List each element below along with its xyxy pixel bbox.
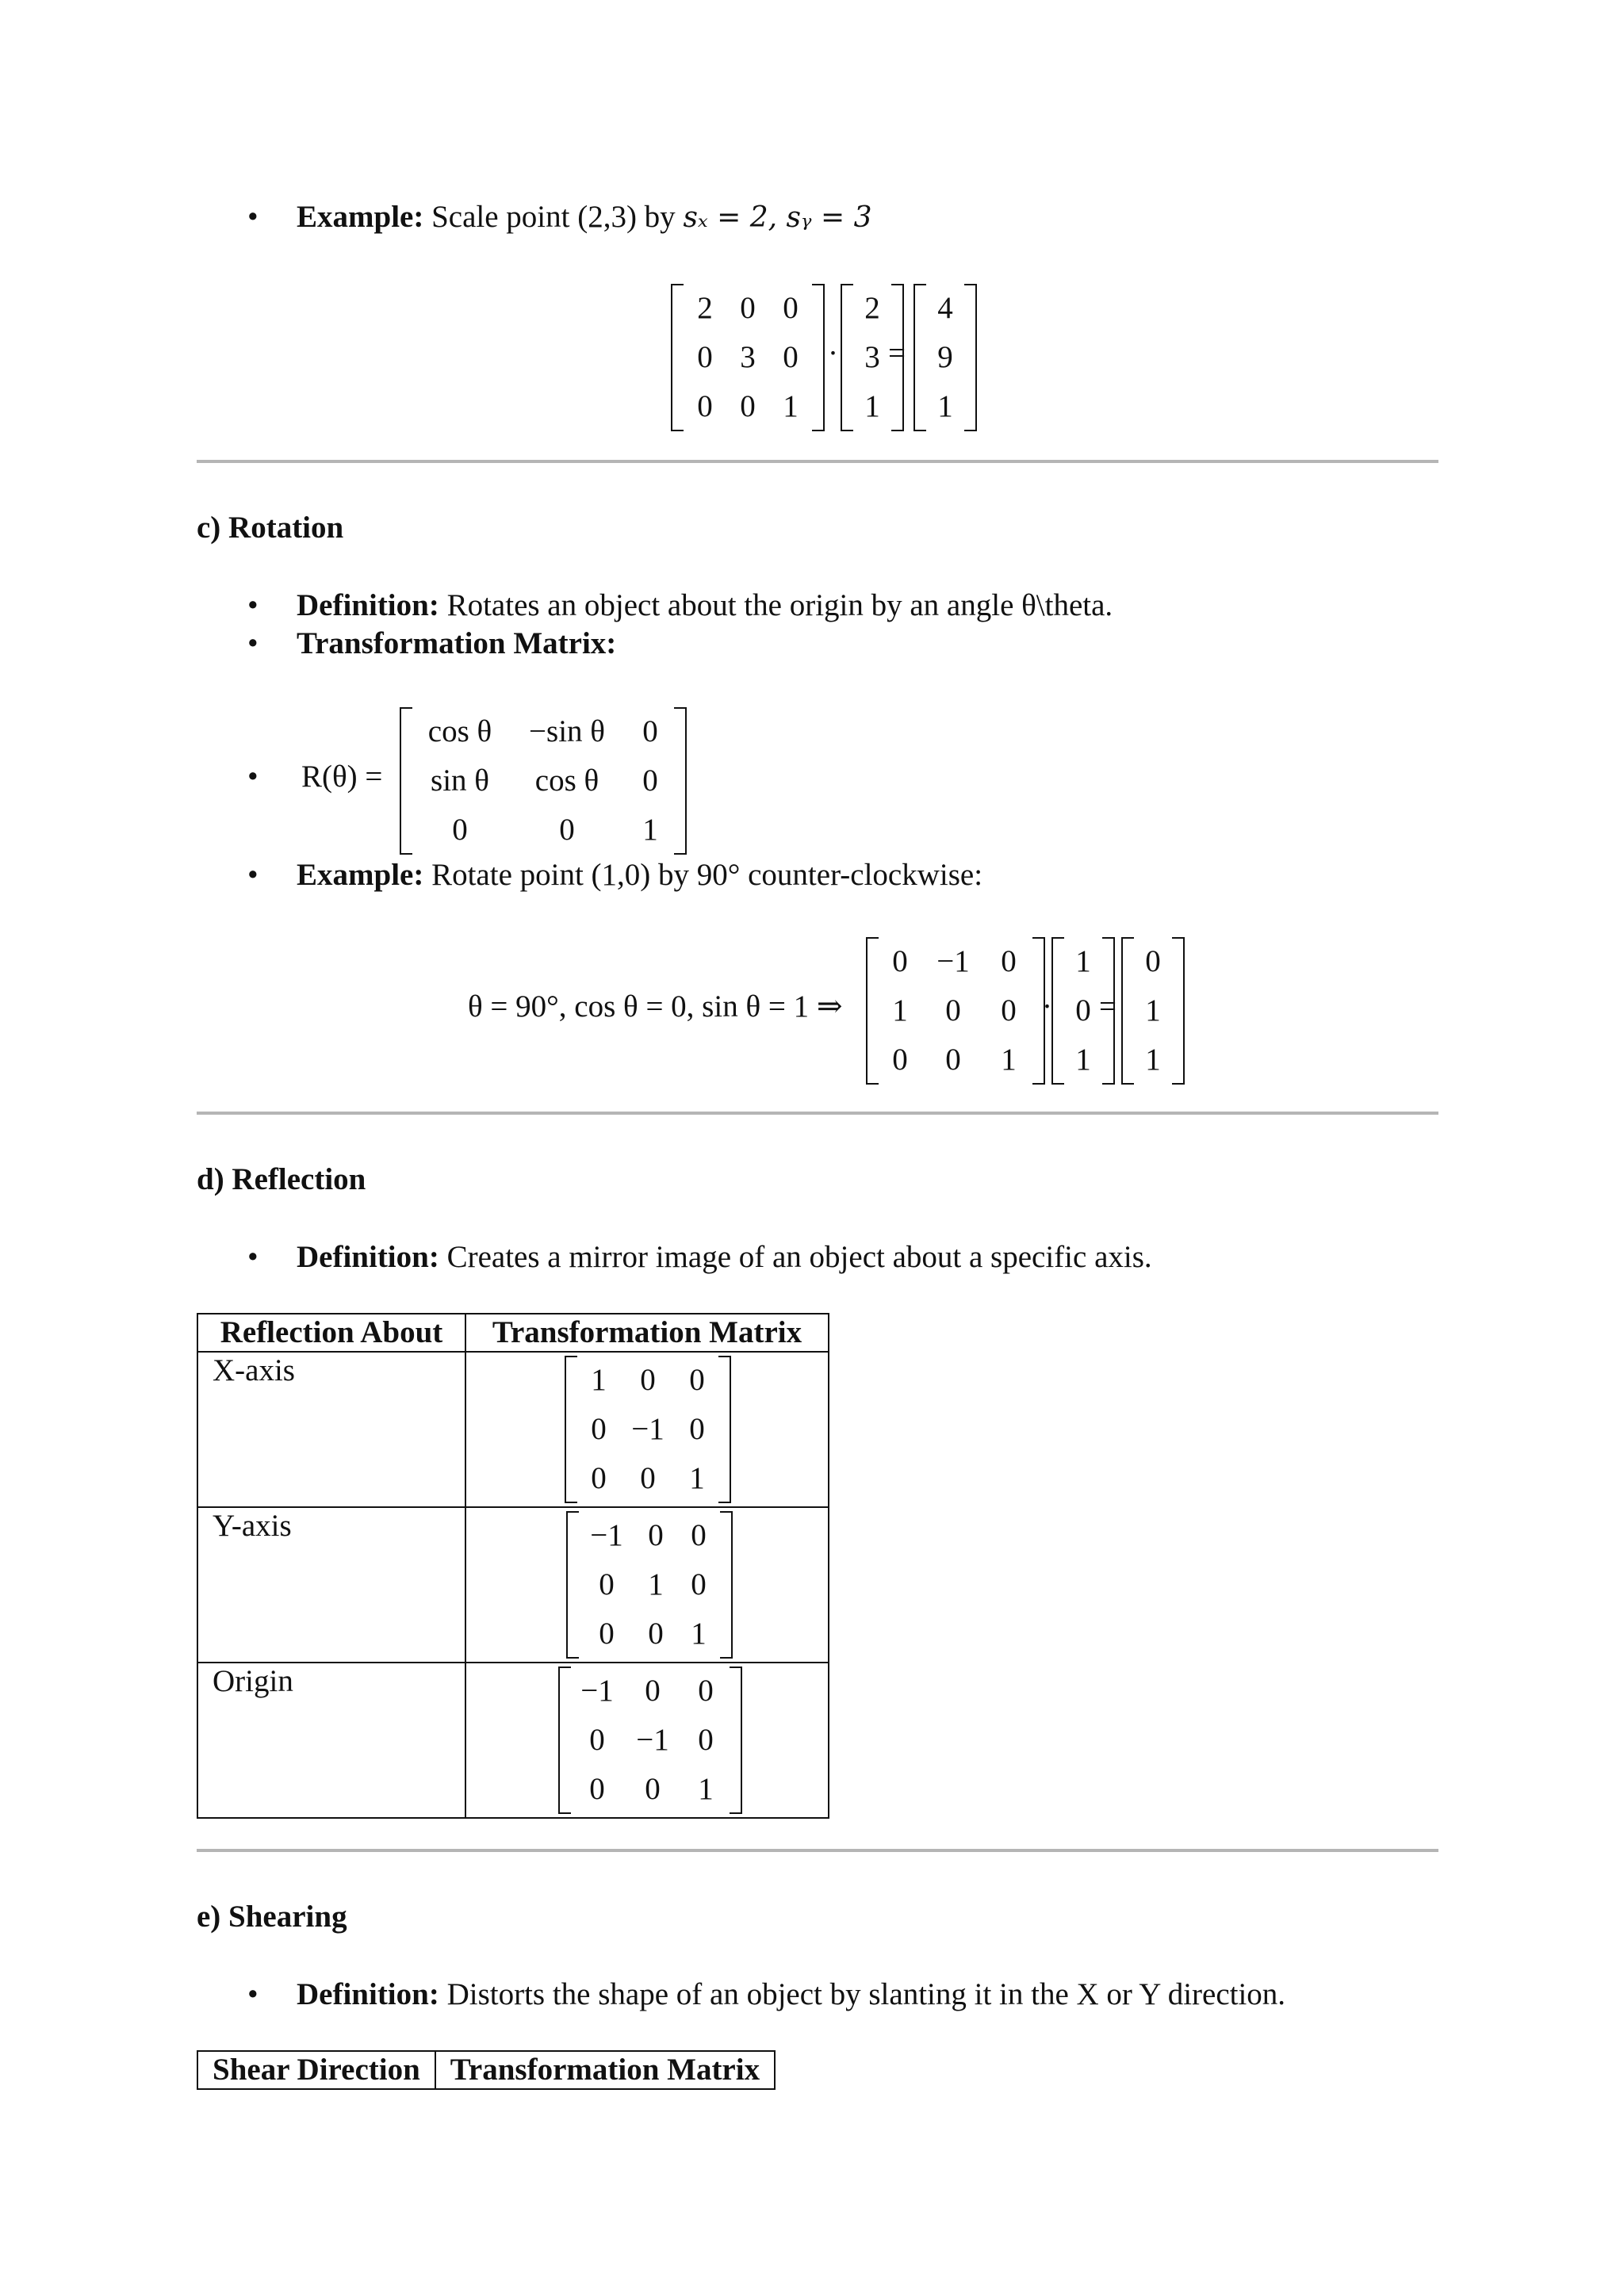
example-text: Scale point (2,3) by <box>431 200 676 234</box>
matrix-entry: 1 <box>1145 1043 1161 1077</box>
section-divider <box>197 1849 1438 1852</box>
rotation-matrix-label: Transformation Matrix: <box>297 626 617 660</box>
matrix-entry: 1 <box>698 1772 714 1806</box>
matrix-entry: 0 <box>559 813 575 847</box>
matrix-entry: cos θ <box>427 714 492 748</box>
matrix-entry: 0 <box>642 714 658 748</box>
reflection-origin-matrix <box>558 1667 742 1814</box>
equals-sign: = <box>888 336 906 370</box>
matrix-entry: 0 <box>1145 944 1161 978</box>
matrix-entry: −1 <box>636 1723 669 1757</box>
rotation-lhs: R(θ) = <box>301 760 383 794</box>
rotation-definition: Definition: Rotates an object about the origin by an angle θ\theta. <box>297 588 1113 622</box>
matrix-entry: 1 <box>864 389 880 423</box>
matrix-entry: 0 <box>697 340 713 374</box>
reflection-x-matrix <box>565 1356 731 1503</box>
axis-cell: Y-axis <box>197 1507 465 1663</box>
matrix-entry: 1 <box>648 1567 664 1601</box>
matrix-entry: 1 <box>1145 993 1161 1027</box>
matrix-entry: 0 <box>892 1043 908 1077</box>
bullet: • <box>247 1240 259 1274</box>
matrix-entry: 0 <box>1001 944 1017 978</box>
table-row <box>197 1352 829 1507</box>
matrix-entry: 1 <box>642 813 658 847</box>
reflection-heading: d) Reflection <box>197 1162 366 1196</box>
matrix-entry: 1 <box>1075 944 1091 978</box>
scaling-matrix <box>671 284 825 431</box>
matrix-entry: 0 <box>645 1674 661 1708</box>
matrix-entry: 0 <box>698 1674 714 1708</box>
matrix-entry: 0 <box>740 389 756 423</box>
column-header: Transformation Matrix <box>435 2051 775 2089</box>
matrix-entry: −1 <box>580 1674 614 1708</box>
matrix-entry: 0 <box>648 1518 664 1552</box>
matrix-entry: 1 <box>1001 1043 1017 1077</box>
matrix-entry: 0 <box>689 1412 705 1446</box>
matrix-entry: 1 <box>691 1617 707 1651</box>
bullet: • <box>247 626 259 660</box>
matrix-entry: 0 <box>642 763 658 798</box>
matrix-entry: −sin θ <box>529 714 605 748</box>
matrix-entry: 0 <box>740 291 756 325</box>
table-row <box>197 1507 829 1663</box>
matrix-entry: 1 <box>1075 1043 1091 1077</box>
bullet: • <box>247 200 259 234</box>
equals-sign: = <box>1099 989 1116 1024</box>
matrix-entry: 0 <box>591 1461 607 1495</box>
matrix-entry: 2 <box>864 291 880 325</box>
matrix-entry: 0 <box>689 1363 705 1397</box>
matrix-entry: 0 <box>640 1363 656 1397</box>
matrix-entry: −1 <box>590 1518 623 1552</box>
matrix-entry: 1 <box>689 1461 705 1495</box>
matrix-entry: 0 <box>589 1723 605 1757</box>
matrix-entry: 0 <box>452 813 468 847</box>
matrix-entry: 1 <box>892 993 908 1027</box>
table-header-row <box>197 2051 775 2089</box>
matrix-entry: 9 <box>937 340 953 374</box>
bullet: • <box>247 588 259 622</box>
matrix-entry: 2 <box>697 291 713 325</box>
bullet: • <box>247 760 259 794</box>
axis-cell: X-axis <box>197 1352 465 1507</box>
reflection-definition: Definition: Creates a mirror image of an object about a specific axis. <box>297 1240 1152 1274</box>
matrix-entry: sin θ <box>431 763 489 798</box>
section-divider <box>197 1112 1438 1115</box>
rotation-example-matrix <box>866 937 1045 1085</box>
shearing-heading: e) Shearing <box>197 1900 347 1934</box>
matrix-entry: 1 <box>783 389 799 423</box>
matrix-entry: 3 <box>740 340 756 374</box>
matrix-entry: 0 <box>945 1043 961 1077</box>
reflection-table <box>197 1313 829 1819</box>
matrix-entry: cos θ <box>534 763 599 798</box>
shear-table <box>197 2050 776 2090</box>
matrix-entry: 0 <box>1001 993 1017 1027</box>
axis-cell: Origin <box>197 1663 465 1818</box>
rotation-heading: c) Rotation <box>197 511 344 545</box>
column-header: Shear Direction <box>197 2051 435 2089</box>
matrix-entry: 0 <box>648 1617 664 1651</box>
matrix-entry: 0 <box>599 1617 615 1651</box>
matrix-entry: 0 <box>1075 993 1091 1027</box>
matrix-entry: 0 <box>691 1518 707 1552</box>
matrix-cell <box>465 1352 829 1507</box>
matrix-entry: 0 <box>591 1412 607 1446</box>
example-label: Example: <box>297 200 424 234</box>
column-header: Transformation Matrix <box>465 1314 829 1352</box>
scale-formula: sₓ = 2, sᵧ = 3 <box>683 201 872 234</box>
rotation-condition: θ = 90°, cos θ = 0, sin θ = 1 ⇒ <box>468 989 843 1024</box>
matrix-entry: −1 <box>936 944 970 978</box>
section-divider <box>197 460 1438 463</box>
rotation-example: Example: Rotate point (1,0) by 90° counter-clockwise: <box>297 858 983 892</box>
matrix-entry: 3 <box>864 340 880 374</box>
matrix-entry: 0 <box>589 1772 605 1806</box>
scaling-example-line <box>297 198 872 237</box>
matrix-entry: 0 <box>945 993 961 1027</box>
column-header: Reflection About <box>197 1314 465 1352</box>
rotation-example-result <box>1121 937 1185 1085</box>
matrix-entry: 0 <box>698 1723 714 1757</box>
bullet: • <box>247 858 259 892</box>
table-row <box>197 1663 829 1818</box>
matrix-entry: 1 <box>591 1363 607 1397</box>
matrix-entry: 0 <box>783 291 799 325</box>
dot-operator: · <box>1042 989 1052 1024</box>
matrix-entry: 0 <box>783 340 799 374</box>
matrix-entry: 0 <box>697 389 713 423</box>
table-header-row <box>197 1314 829 1352</box>
reflection-y-matrix <box>566 1511 733 1659</box>
matrix-entry: 0 <box>640 1461 656 1495</box>
scaling-result <box>914 284 977 431</box>
matrix-entry: 0 <box>892 944 908 978</box>
matrix-cell <box>465 1663 829 1818</box>
shearing-definition: Definition: Distorts the shape of an object by slanting it in the X or Y direction. <box>297 1977 1286 2011</box>
matrix-entry: −1 <box>631 1412 665 1446</box>
matrix-entry: 0 <box>691 1567 707 1601</box>
dot-operator: · <box>828 336 838 370</box>
rotation-matrix <box>400 707 687 855</box>
matrix-entry: 1 <box>937 389 953 423</box>
matrix-cell <box>465 1507 829 1663</box>
matrix-entry: 0 <box>645 1772 661 1806</box>
matrix-entry: 4 <box>937 291 953 325</box>
matrix-entry: 0 <box>599 1567 615 1601</box>
bullet: • <box>247 1977 259 2011</box>
